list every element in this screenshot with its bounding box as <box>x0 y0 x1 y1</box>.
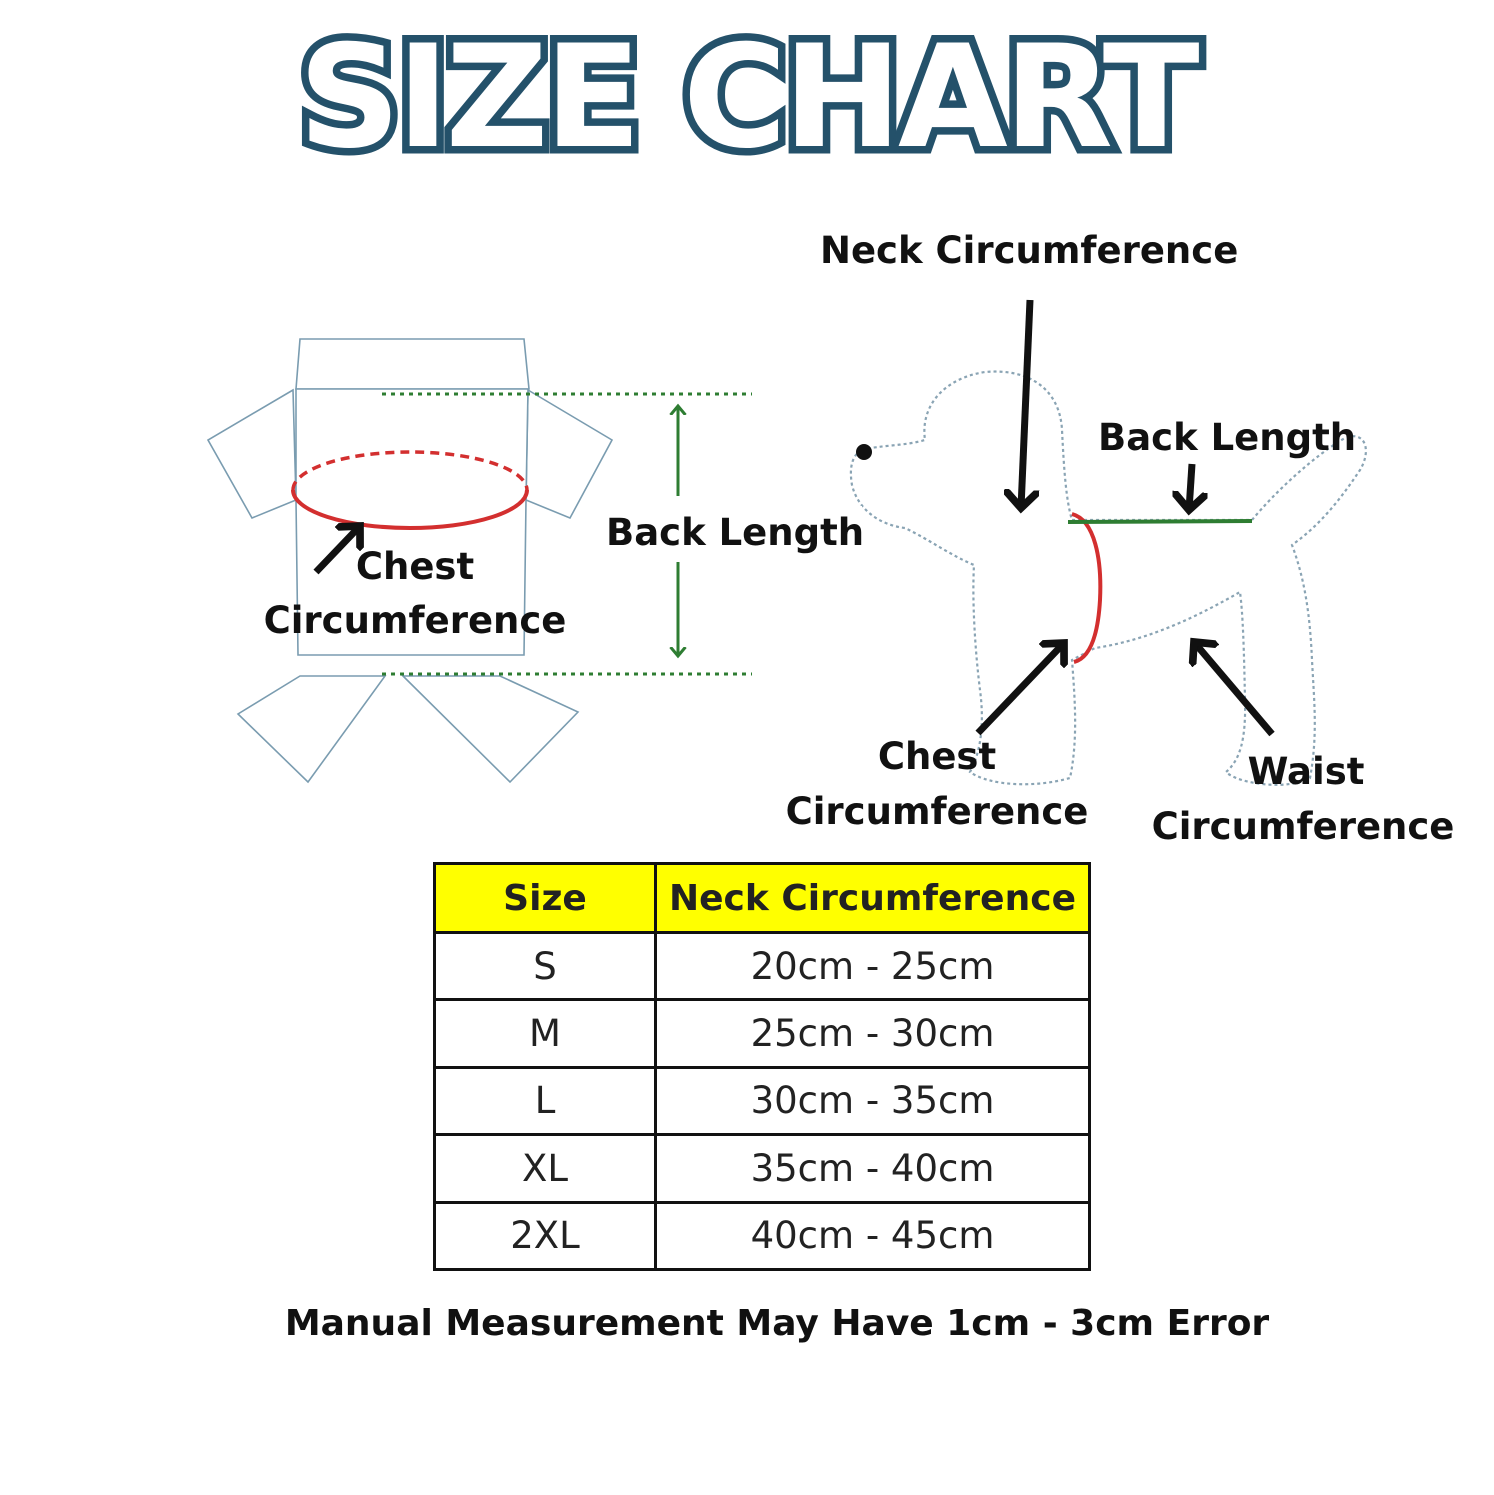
size-table <box>433 862 1091 1271</box>
size-cell: L <box>435 1067 656 1134</box>
dog-chest-line <box>1072 514 1100 662</box>
dog-waist-label-line1: Waist <box>1247 750 1365 793</box>
garment-chest-label-line1: Chest <box>355 545 475 588</box>
size-chart-title: SIZE CHART <box>298 15 1196 180</box>
garment-right-leg <box>403 676 578 782</box>
table-row <box>435 1067 1090 1134</box>
dog-waist-label-line2: Circumference <box>1151 805 1455 848</box>
table-header-row <box>435 864 1090 933</box>
neck-range-cell: 40cm - 45cm <box>656 1202 1090 1269</box>
dog-back-length-arrow <box>1189 464 1192 510</box>
garment-left-sleeve <box>208 390 296 518</box>
table-row <box>435 1000 1090 1067</box>
dog-back-length-label: Back Length <box>1098 416 1357 459</box>
dog-waist-arrow <box>1194 642 1272 734</box>
dog-back-length-line <box>1068 521 1252 522</box>
garment-left-leg <box>238 676 385 782</box>
neck-range-cell: 30cm - 35cm <box>656 1067 1090 1134</box>
dog-neck-arrow <box>1021 300 1030 508</box>
header-neck-circumference: Neck Circumference <box>656 864 1090 933</box>
dog-neck-label: Neck Circumference <box>820 229 1239 272</box>
dog-chest-label-line1: Chest <box>877 735 997 778</box>
size-cell: 2XL <box>435 1202 656 1269</box>
dog-chest-arrow <box>978 643 1064 733</box>
garment-back-length-label: Back Length <box>606 506 862 560</box>
garment-right-sleeve <box>526 390 612 518</box>
measurement-error-note: Manual Measurement May Have 1cm - 3cm Error <box>284 1303 1270 1344</box>
header-size: Size <box>435 864 656 933</box>
dog-nose <box>856 444 872 460</box>
neck-range-cell: 25cm - 30cm <box>656 1000 1090 1067</box>
dog-chest-label-line2: Circumference <box>785 790 1089 833</box>
neck-range-cell: 20cm - 25cm <box>656 933 1090 1000</box>
garment-collar <box>296 339 529 389</box>
table-row <box>435 1202 1090 1269</box>
neck-range-cell: 35cm - 40cm <box>656 1135 1090 1202</box>
table-row <box>435 1135 1090 1202</box>
garment-chest-label-line2: Circumference <box>263 599 567 642</box>
size-cell: XL <box>435 1135 656 1202</box>
size-cell: M <box>435 1000 656 1067</box>
size-cell: S <box>435 933 656 1000</box>
table-row <box>435 933 1090 1000</box>
